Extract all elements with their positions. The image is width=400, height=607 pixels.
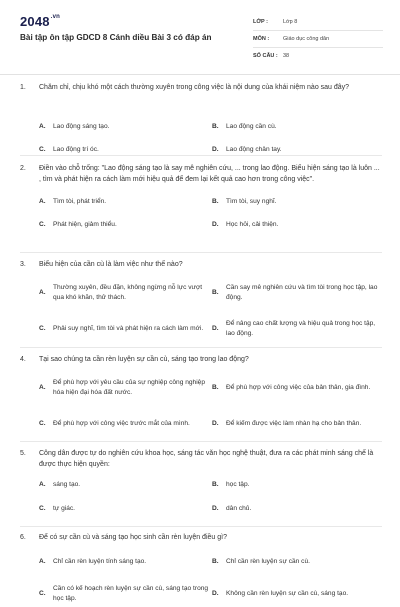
option-c[interactable] xyxy=(39,581,209,607)
option-letter: A. xyxy=(39,123,46,130)
option-letter: D. xyxy=(212,146,219,153)
option-letter: D. xyxy=(212,324,219,332)
option-b[interactable] xyxy=(212,557,382,568)
option-text: Lao động cần cù. xyxy=(226,123,277,130)
option-d[interactable] xyxy=(212,145,382,156)
option-text: Chỉ cần rèn luyện sự cần cù. xyxy=(226,558,310,565)
meta-value: 38 xyxy=(283,53,290,59)
option-letter: A. xyxy=(39,481,46,488)
option-text: Lao động trí óc. xyxy=(53,146,99,153)
option-letter: D. xyxy=(212,505,219,512)
meta-row-count xyxy=(253,48,383,64)
option-letter: B. xyxy=(212,288,219,296)
option-letter: B. xyxy=(212,383,219,391)
document-title: Bài tập ôn tập GDCD 8 Cánh diều Bài 3 có đáp án xyxy=(20,33,212,42)
option-a[interactable] xyxy=(39,557,209,568)
option-c[interactable] xyxy=(39,220,209,231)
option-a[interactable] xyxy=(39,375,209,401)
question-divider xyxy=(20,252,382,253)
option-letter: A. xyxy=(39,198,46,205)
question-divider xyxy=(20,155,382,156)
question-5 xyxy=(20,448,382,512)
option-b[interactable] xyxy=(212,375,382,401)
option-letter: C. xyxy=(39,505,46,512)
option-text: Để phù hợp với công việc của bản thân, gia đình. xyxy=(226,383,371,391)
option-text: Để nâng cao chất lượng và hiệu quả trong học tập, lao động. xyxy=(226,319,376,337)
question-text: Công dân được tự do nghiên cứu khoa học, sáng tác văn học nghệ thuật, đưa ra các phát minh sáng chế là được thực hiện quyền: xyxy=(39,450,374,468)
option-letter: D. xyxy=(212,589,219,597)
question-3 xyxy=(20,259,382,337)
option-text: Phải suy nghĩ, tìm tòi và phát hiện ra cách làm mới. xyxy=(53,324,204,332)
option-letter: A. xyxy=(39,558,46,565)
option-b[interactable] xyxy=(212,280,382,306)
meta-key: MÔN : xyxy=(253,36,270,42)
meta-key: LỚP : xyxy=(253,19,268,25)
option-d[interactable] xyxy=(212,411,382,437)
meta-key: SỐ CÂU : xyxy=(253,53,278,59)
option-text: Phát hiện, giảm thiểu. xyxy=(53,221,117,228)
option-text: Lao động chân tay. xyxy=(226,146,282,153)
option-letter: C. xyxy=(39,324,46,332)
option-letter: C. xyxy=(39,146,46,153)
site-logo[interactable] xyxy=(20,14,60,29)
question-1 xyxy=(20,82,382,153)
option-a[interactable] xyxy=(39,480,209,491)
question-text: Chăm chỉ, chịu khó một cách thường xuyên trong công việc là nội dung của khái niệm nào sau đây? xyxy=(39,84,350,91)
meta-value: Lớp 8 xyxy=(283,19,298,25)
option-text: Chỉ cần rèn luyện tính sáng tạo. xyxy=(53,558,147,565)
option-text: tự giác. xyxy=(53,505,76,512)
header-divider xyxy=(0,74,400,75)
option-text: Để phù hợp với yêu cầu của sự nghiệp công nghiệp hóa hiện đại hóa đất nước. xyxy=(53,378,205,396)
question-number: 5. xyxy=(20,450,26,457)
question-number: 4. xyxy=(20,356,26,363)
option-c[interactable] xyxy=(39,145,209,156)
option-a[interactable] xyxy=(39,122,209,133)
option-letter: D. xyxy=(212,221,219,228)
logo-domain: .vn xyxy=(50,14,61,20)
option-text: Cần có kế hoạch rèn luyện sự cần cù, sáng tạo trong học tập. xyxy=(53,584,209,602)
option-letter: B. xyxy=(212,481,219,488)
option-text: học tập. xyxy=(226,481,250,488)
option-d[interactable] xyxy=(212,316,382,342)
question-4 xyxy=(20,354,382,427)
meta-row-grade xyxy=(253,14,383,31)
question-number: 1. xyxy=(20,84,26,91)
question-text: Biểu hiện của cần cù là làm việc như thế nào? xyxy=(39,261,183,268)
option-letter: C. xyxy=(39,419,46,427)
logo-text: 2048 xyxy=(20,14,50,29)
option-letter: B. xyxy=(212,123,219,130)
option-d[interactable] xyxy=(212,581,382,607)
meta-value: Giáo dục công dân xyxy=(283,36,330,42)
question-text: Tại sao chúng ta cần rèn luyện sự cần cù, sáng tạo trong lao động? xyxy=(39,356,249,363)
option-letter: B. xyxy=(212,558,219,565)
option-text: Để phù hợp với công việc trước mắt của mình. xyxy=(53,419,190,427)
option-text: Cần say mê nghiên cứu và tìm tòi trong học tập, lao động. xyxy=(226,283,378,301)
option-letter: B. xyxy=(212,198,219,205)
question-number: 3. xyxy=(20,261,26,268)
page-header xyxy=(0,0,400,75)
option-d[interactable] xyxy=(212,220,382,231)
option-a[interactable] xyxy=(39,280,209,306)
option-text: Thường xuyên, đều đặn, không ngừng nỗ lực vượt qua khó khăn, thử thách. xyxy=(53,283,203,301)
option-d[interactable] xyxy=(212,504,382,515)
option-a[interactable] xyxy=(39,197,209,208)
question-text: Điền vào chỗ trống: "Lao động sáng tạo là say mê nghiên cứu, ... trong lao động. Biểu hiện sáng tạo là luôn ... , tìm và phát hiện ra cách làm mới hiệu quả để đem lại kết quả cao hơn trong công việc". xyxy=(39,165,380,183)
question-divider xyxy=(20,347,382,348)
option-b[interactable] xyxy=(212,480,382,491)
option-b[interactable] xyxy=(212,197,382,208)
option-text: Không cần rèn luyện sự cần cù, sáng tạo. xyxy=(226,589,349,597)
option-letter: C. xyxy=(39,221,46,228)
option-letter: A. xyxy=(39,383,46,391)
question-6 xyxy=(20,532,382,602)
option-c[interactable] xyxy=(39,316,209,342)
meta-row-subject xyxy=(253,31,383,48)
option-letter: A. xyxy=(39,288,46,296)
option-c[interactable] xyxy=(39,504,209,515)
option-text: Tìm tòi, suy nghĩ. xyxy=(226,198,277,205)
option-text: Học hỏi, cải thiện. xyxy=(226,221,279,228)
question-2 xyxy=(20,163,382,228)
option-text: dân chủ. xyxy=(226,505,252,512)
question-text: Để có sự cần cù và sáng tạo học sinh cần rèn luyện điều gì? xyxy=(39,534,227,541)
question-number: 6. xyxy=(20,534,26,541)
meta-table xyxy=(253,14,383,64)
question-number: 2. xyxy=(20,165,26,172)
option-text: Lao động sáng tạo. xyxy=(53,123,110,130)
option-letter: D. xyxy=(212,419,219,427)
option-text: sáng tạo. xyxy=(53,481,81,488)
option-text: Để kiếm được việc làm nhàn hạ cho bản thân. xyxy=(226,419,362,427)
option-c[interactable] xyxy=(39,411,209,437)
question-divider xyxy=(20,526,382,527)
option-letter: C. xyxy=(39,589,46,597)
option-b[interactable] xyxy=(212,122,382,133)
option-text: Tìm tòi, phát triển. xyxy=(53,198,107,205)
question-divider xyxy=(20,441,382,442)
